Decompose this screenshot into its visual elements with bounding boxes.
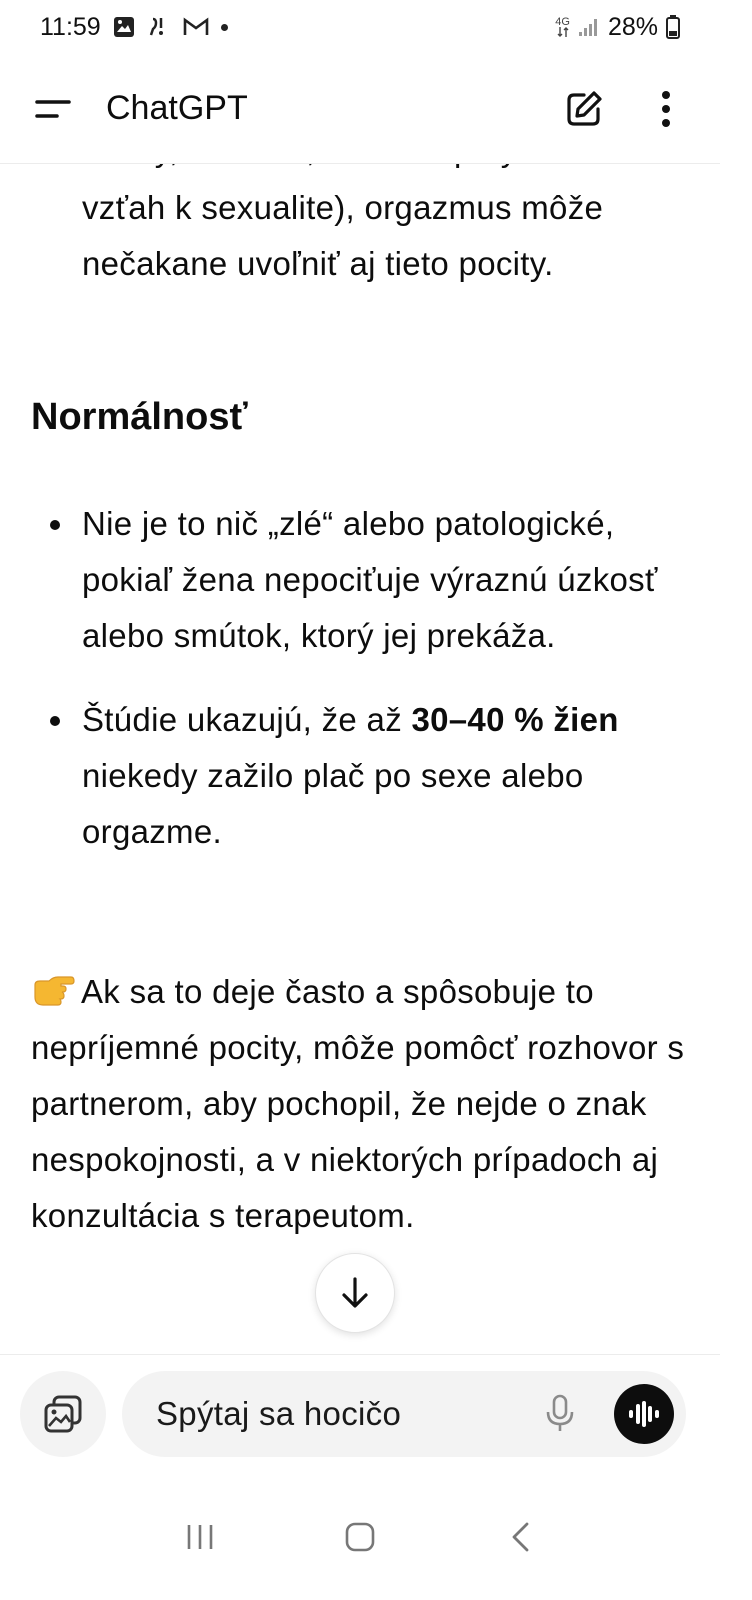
advice-text: Ak sa to deje často a spôsobuje to nepríjemné pocity, môže pomôcť rozhovor s partnerom, aby pochopil, že nejde o znak nespokojnosti, a v niektorých prípadoch aj konzultácia s terapeutom. [31, 973, 685, 1234]
list-item-bold-stat: 30–40 % žien [411, 701, 619, 738]
voice-mode-button[interactable] [614, 1384, 674, 1444]
bullet-dot [50, 520, 60, 530]
advice-paragraph [31, 964, 701, 1244]
list-item-text-post: niekedy zažilo plač po sexe alebo orgazme. [82, 757, 584, 850]
home-icon [344, 1521, 376, 1553]
network-type-icon [555, 17, 570, 37]
chat-message [0, 164, 720, 1380]
back-button[interactable] [480, 1497, 560, 1577]
scroll-to-bottom-button[interactable] [315, 1253, 395, 1333]
more-notifications-dot-icon [221, 24, 228, 31]
status-time: 11:59 [40, 12, 101, 41]
section-heading: Normálnosť [31, 396, 248, 438]
arrow-down-icon [337, 1275, 373, 1311]
list-item [0, 692, 720, 860]
more-options-button[interactable] [634, 77, 698, 141]
list-item-text-pre: Štúdie ukazujú, že až [82, 701, 412, 738]
menu-icon [35, 97, 71, 121]
edit-icon [564, 89, 604, 129]
new-chat-button[interactable] [552, 77, 616, 141]
system-navigation-bar [0, 1474, 720, 1600]
gallery-notification-icon [113, 16, 135, 38]
back-icon [509, 1521, 531, 1553]
battery-percent: 28% [607, 12, 658, 41]
pointing-right-emoji-icon [31, 973, 75, 1007]
status-right [555, 13, 680, 42]
message-paragraph: vzťah k sexualite), orgazmus môže nečakane uvoľniť aj tieto pocity. [82, 189, 604, 282]
message-input-placeholder: Spýtaj sa hocičo [156, 1395, 402, 1432]
status-left [40, 13, 228, 42]
dictation-button[interactable] [538, 1392, 582, 1436]
app-header [0, 54, 720, 164]
recent-apps-icon [185, 1523, 215, 1551]
voice-waveform-icon [627, 1399, 661, 1429]
gmail-notification-icon [183, 17, 209, 37]
header-actions [552, 77, 698, 141]
images-icon [42, 1393, 84, 1435]
bullet-dot [50, 716, 60, 726]
microphone-icon [545, 1394, 575, 1434]
status-bar [0, 0, 720, 54]
composer [0, 1354, 720, 1474]
home-button[interactable] [320, 1497, 400, 1577]
network-type-label: 4G [555, 16, 570, 28]
recent-apps-button[interactable] [160, 1497, 240, 1577]
voicemail-notification-icon [147, 16, 171, 38]
app-title: ChatGPT [106, 89, 248, 127]
list-item-text: Nie je to nič „zlé“ alebo patologické, pokiaľ žena nepociťuje výraznú úzkosť alebo smútok, ktorý jej prekáža. [82, 505, 658, 654]
message-input[interactable] [122, 1371, 686, 1457]
signal-strength-icon [578, 17, 600, 37]
battery-icon [666, 15, 680, 39]
more-vertical-icon [660, 89, 672, 129]
list-item [0, 496, 720, 664]
menu-button[interactable] [18, 74, 88, 144]
attach-images-button[interactable] [20, 1371, 106, 1457]
bullet-list [0, 496, 720, 888]
